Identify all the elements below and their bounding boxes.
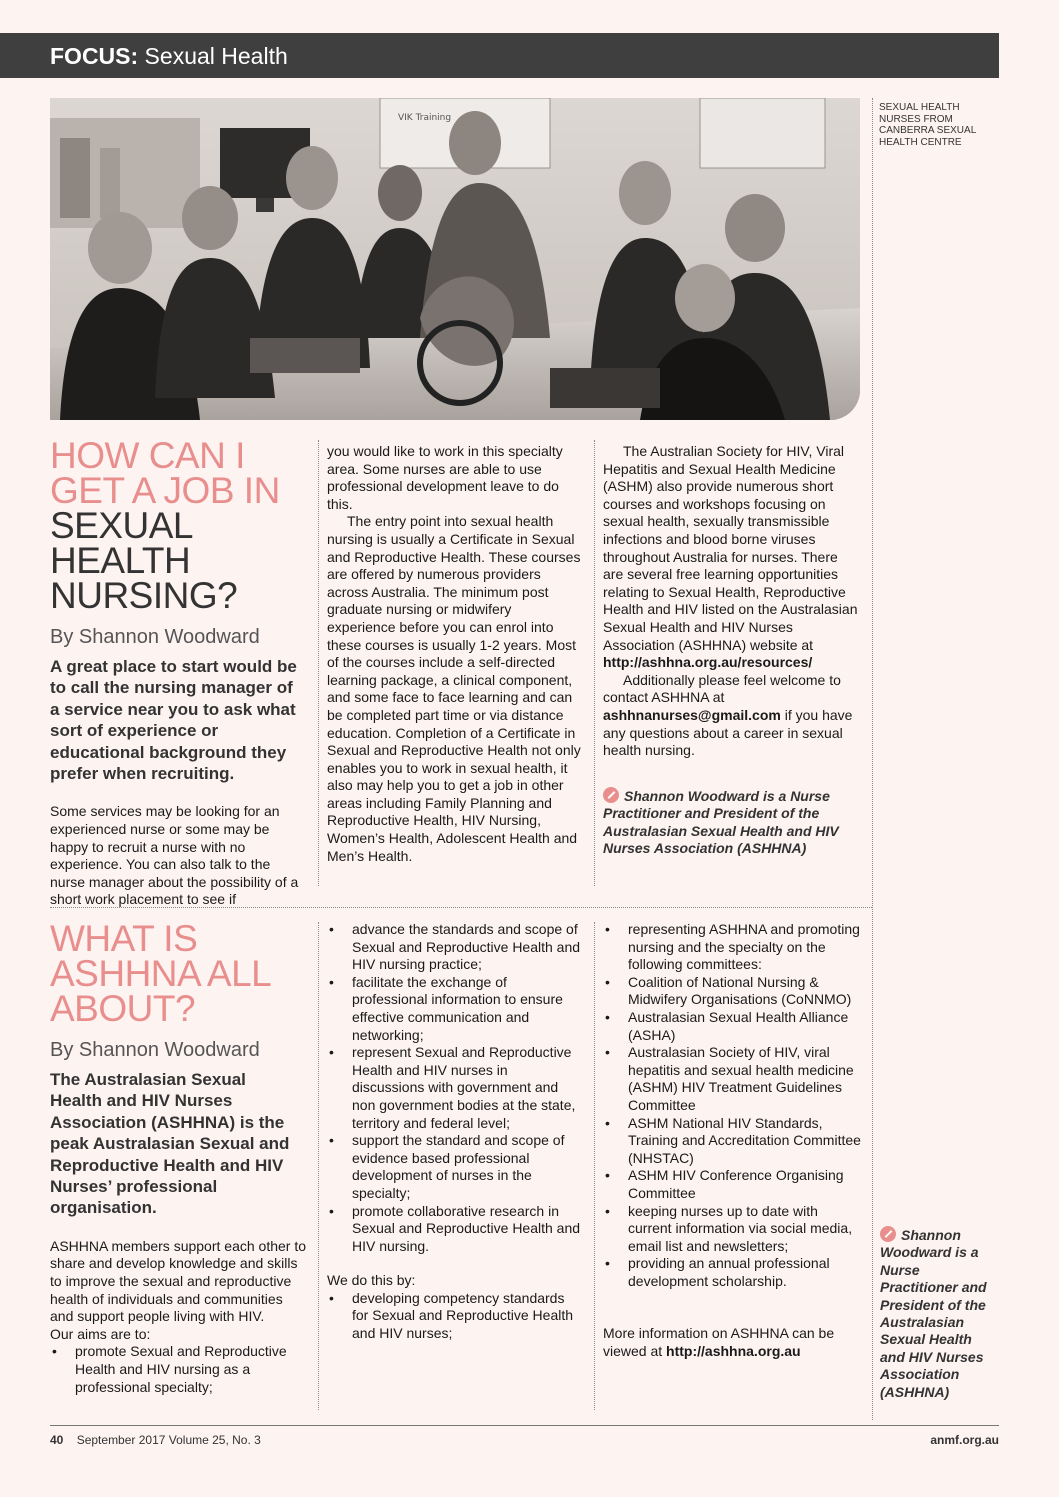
article2-signature-text: Shannon Woodward is a Nurse Practitioner and President of the Australasian Sexual Health and HIV Nurses Association (ASHHNA) bbox=[880, 1227, 987, 1400]
resources-link[interactable]: http://ashhna.org.au/resources/ bbox=[603, 654, 813, 671]
article1-title-dark: SEXUAL HEALTH NURSING? bbox=[50, 505, 238, 616]
ashhna-website-link[interactable]: http://ashhna.org.au bbox=[666, 1343, 801, 1360]
more-info-paragraph bbox=[603, 1325, 861, 1360]
issue-info: September 2017 Volume 25, No. 3 bbox=[76, 1433, 261, 1447]
focus-label: FOCUS: bbox=[50, 43, 139, 69]
list-item: • Australasian Sexual Health Alliance (ASHA) bbox=[603, 1009, 861, 1044]
list-item: • keeping nurses up to date with current information via social media, email list and newsletters; bbox=[603, 1203, 861, 1256]
group-photo bbox=[50, 98, 860, 420]
email-link[interactable]: ashhnanurses@gmail.com bbox=[603, 706, 781, 723]
article1-signature bbox=[603, 787, 859, 858]
article1-heading-block bbox=[50, 435, 305, 909]
pen-icon bbox=[880, 1226, 896, 1242]
article1-col3-text-b: Additionally please feel welcome to contact ASHHNA at bbox=[603, 671, 841, 706]
article2-lede: The Australasian Sexual Health and HIV Nurses Association (ASHHNA) is the peak Australasian Sexual and Reproductive Health and HIV Nurses’ professional organisation. bbox=[50, 1070, 290, 1218]
list-item: • facilitate the exchange of professional information to ensure effective communication and networking; bbox=[327, 974, 583, 1044]
article1-title-pink: HOW CAN I GET A JOB IN bbox=[50, 435, 280, 511]
list-item: • represent Sexual and Reproductive Health and HIV nurses in discussions with government and non government bodies at the state, territory and federal level; bbox=[327, 1044, 583, 1132]
photo-caption: SEXUAL HEALTH NURSES FROM CANBERRA SEXUAL HEALTH CENTRE bbox=[879, 102, 976, 148]
column-divider bbox=[318, 440, 319, 886]
list-item: • ASHM National HIV Standards, Training and Accreditation Committee (NHSTAC) bbox=[603, 1115, 861, 1168]
article1-col3-text-a: The Australian Society for HIV, Viral Hepatitis and Sexual Health Medicine (ASHM) also provide numerous short courses and workshops focusing on sexual health, sexually transmissible infections and blood borne viruses throughout Australia for nurses. There are several free learning opportunities relating to Sexual Health, Reproductive Health and HIV listed on the Australasian Sexual Health and HIV Nurses Association (ASHHNA) website at bbox=[603, 443, 858, 653]
aims-list-part1 bbox=[50, 1343, 308, 1396]
article2-title bbox=[50, 918, 280, 1029]
methods-intro: We do this by: bbox=[327, 1272, 416, 1289]
article1-col3-text bbox=[603, 443, 859, 857]
list-item: • representing ASHHNA and promoting nursing and the specialty on the following committees: bbox=[603, 921, 861, 974]
column-divider bbox=[594, 440, 595, 886]
methods-list-part1 bbox=[327, 1290, 583, 1343]
article1-byline: By Shannon Woodward bbox=[50, 626, 260, 648]
page-number: 40 bbox=[50, 1433, 64, 1447]
article2-title-pink: WHAT IS ASHHNA ALL ABOUT? bbox=[50, 918, 270, 1029]
article2-heading-block bbox=[50, 918, 308, 1396]
page-footer bbox=[50, 1433, 999, 1451]
article1-title bbox=[50, 435, 305, 616]
article2-byline: By Shannon Woodward bbox=[50, 1039, 260, 1061]
list-item: • promote collaborative research in Sexual and Reproductive Health and HIV nursing. bbox=[327, 1203, 583, 1256]
list-item: • ASHM HIV Conference Organising Committee bbox=[603, 1167, 861, 1202]
article1-col3-text-c: if you have any questions about a career in sexual health nursing. bbox=[603, 706, 853, 759]
column-divider bbox=[318, 922, 319, 1410]
article1-col1-paragraph: Some services may be looking for an experienced nurse or some may be happy to recruit a nurse with no experience. You can also talk to the nurse manager about the possibility of a short work placement to see if bbox=[50, 803, 299, 908]
photo-illustration bbox=[50, 98, 860, 420]
article1-col2-paragraph-2: The entry point into sexual health nursing is usually a Certificate in Sexual and Reproductive Health. These courses are offered by numerous providers across Australia. The minimum post graduate nursing or midwifery experience before you can enrol into these courses is usually 1-2 years. Most of the courses include a self-directed learning package, a clinical component, and some face to face learning and can be completed part time or via distance education. Completion of a Certificate in Sexual and Reproductive Health not only enables you to work in sexual health, it also may help you to get a job in other areas including Family Planning and Reproductive Health, HIV Nursing, Women’s Health, Adolescent Health and Men’s Health. bbox=[327, 513, 581, 864]
column-divider bbox=[594, 922, 595, 1410]
article1-col2-text bbox=[327, 443, 583, 865]
list-item: • support the standard and scope of evidence based professional development of nurses in the specialty; bbox=[327, 1132, 583, 1202]
aims-list-part2 bbox=[327, 921, 583, 1255]
list-item: • developing competency standards for Sexual and Reproductive Health and HIV nurses; bbox=[327, 1290, 583, 1343]
section-title bbox=[50, 43, 288, 69]
section-header-bar bbox=[0, 33, 999, 78]
methods-list-part2 bbox=[603, 921, 861, 1290]
article1-col1-text bbox=[50, 803, 305, 909]
list-item: • Coalition of National Nursing & Midwifery Organisations (CoNNMO) bbox=[603, 974, 861, 1009]
section-name: Sexual Health bbox=[138, 43, 288, 69]
article-divider bbox=[50, 907, 872, 908]
article1-col3-paragraph-1 bbox=[603, 443, 859, 672]
sidebar-divider bbox=[872, 98, 873, 1420]
whiteboard-text: VIK Training bbox=[398, 113, 452, 123]
list-item: • advance the standards and scope of Sexual and Reproductive Health and HIV nursing practice; bbox=[327, 921, 583, 974]
article2-col1-text bbox=[50, 1238, 308, 1396]
article2-signature bbox=[880, 1226, 998, 1401]
article1-col2-paragraph-1: you would like to work in this specialty area. Some nurses are able to use professional development leave to do this. bbox=[327, 443, 563, 512]
more-info-text: More information on ASHHNA can be viewed at bbox=[603, 1325, 835, 1360]
pen-icon bbox=[603, 787, 619, 803]
list-item: • promote Sexual and Reproductive Health and HIV nursing as a professional specialty; bbox=[50, 1343, 308, 1396]
article2-col3-text bbox=[603, 921, 861, 1361]
aims-intro: Our aims are to: bbox=[50, 1325, 151, 1342]
article2-col2-text bbox=[327, 921, 583, 1343]
article2-col1-paragraph: ASHHNA members support each other to share and develop knowledge and skills to improve the sexual and reproductive health of individuals and communities and support people living with HIV. bbox=[50, 1237, 307, 1325]
article1-lede: A great place to start would be to call the nursing manager of a service near you to ask what sort of experience or educational background they prefer when recruiting. bbox=[50, 657, 297, 784]
footer-rule bbox=[50, 1425, 999, 1426]
article1-col3-paragraph-2 bbox=[603, 672, 859, 760]
list-item: • Australasian Society of HIV, viral hepatitis and sexual health medicine (ASHM) HIV Treatment Guidelines Committee bbox=[603, 1044, 861, 1114]
article1-signature-text: Shannon Woodward is a Nurse Practitioner and President of the Australasian Sexual Health and HIV Nurses Association (ASHHNA) bbox=[603, 787, 839, 856]
site-url[interactable]: anmf.org.au bbox=[930, 1433, 999, 1447]
list-item: • providing an annual professional development scholarship. bbox=[603, 1255, 861, 1290]
